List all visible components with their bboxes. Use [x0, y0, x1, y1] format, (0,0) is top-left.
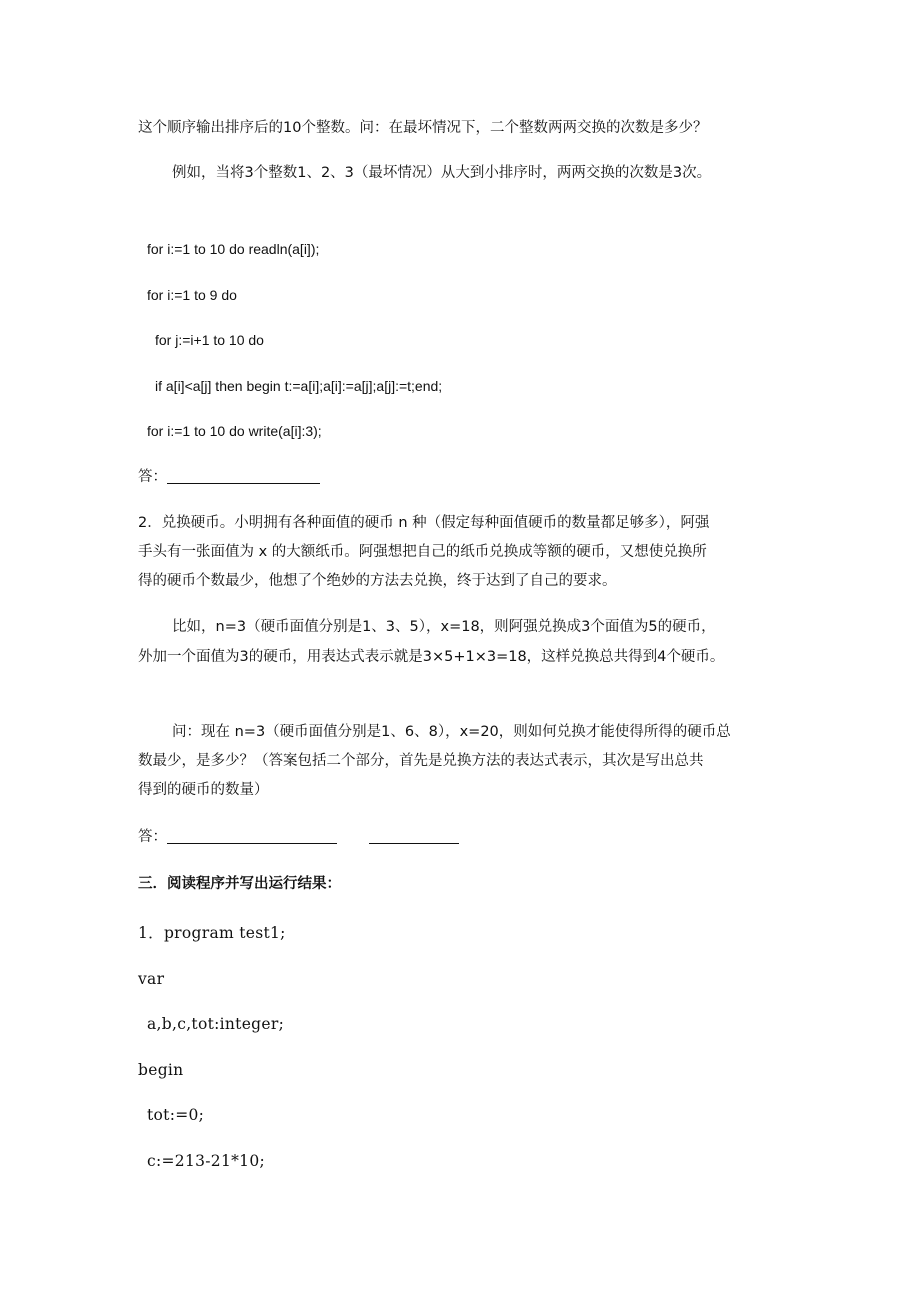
- q2-text: 2．兑换硬币。小明拥有各种面值的硬币 n 种（假定每种面值硬币的数量都足够多），阿强: [138, 515, 710, 531]
- code-line: for i:=1 to 10 do write(a[i]:3);: [147, 423, 322, 439]
- answer-line-1: [138, 466, 320, 488]
- code-line: for i:=1 to 9 do: [147, 287, 237, 303]
- q1-example: 例如，当将3个整数1、2、3（最坏情况）从大到小排序时，两两交换的次数是3次。: [172, 165, 712, 181]
- program-line: var: [138, 970, 165, 988]
- q2-question: 数最少，是多少？（答案包括二个部分，首先是兑换方法的表达式表示，其次是写出总共: [138, 753, 704, 769]
- q2-text: 得的硬币个数最少，他想了个绝妙的方法去兑换，终于达到了自己的要求。: [138, 573, 617, 589]
- program-line: 1．program test1;: [138, 924, 286, 942]
- q2-example: 比如，n=3（硬币面值分别是1、3、5），x=18，则阿强兑换成3个面值为5的硬币，: [172, 619, 716, 635]
- program-line: a,b,c,tot:integer;: [147, 1015, 285, 1033]
- q2-text: 手头有一张面值为 x 的大额纸币。阿强想把自己的纸币兑换成等额的硬币，又想使兑换所: [138, 544, 707, 560]
- program-line: c:=213-21*10;: [147, 1152, 266, 1170]
- answer-line-2: [138, 826, 459, 848]
- program-line: begin: [138, 1061, 184, 1079]
- code-line: if a[i]<a[j] then begin t:=a[i];a[i]:=a[j];a[j]:=t;end;: [155, 378, 443, 394]
- q2-question: 问：现在 n=3（硬币面值分别是1、6、8），x=20，则如何兑换才能使得所得的硬币总: [172, 724, 731, 740]
- answer-blank[interactable]: [167, 469, 320, 484]
- program-line: tot:=0;: [147, 1106, 205, 1124]
- answer-label: 答：: [138, 469, 167, 485]
- code-line: for i:=1 to 10 do readln(a[i]);: [147, 241, 320, 257]
- q1-text: 这个顺序输出排序后的10个整数。问：在最坏情况下，二个整数两两交换的次数是多少？: [138, 120, 708, 136]
- q2-example: 外加一个面值为3的硬币，用表达式表示就是3×5+1×3=18，这样兑换总共得到4个硬币。: [138, 649, 725, 665]
- section-heading: 三．阅读程序并写出运行结果：: [138, 876, 341, 892]
- answer-label: 答：: [138, 829, 167, 845]
- code-line: for j:=i+1 to 10 do: [155, 332, 264, 348]
- answer-blank-count[interactable]: [369, 829, 459, 844]
- q2-question: 得到的硬币的数量）: [138, 782, 269, 798]
- answer-blank-expression[interactable]: [167, 829, 337, 844]
